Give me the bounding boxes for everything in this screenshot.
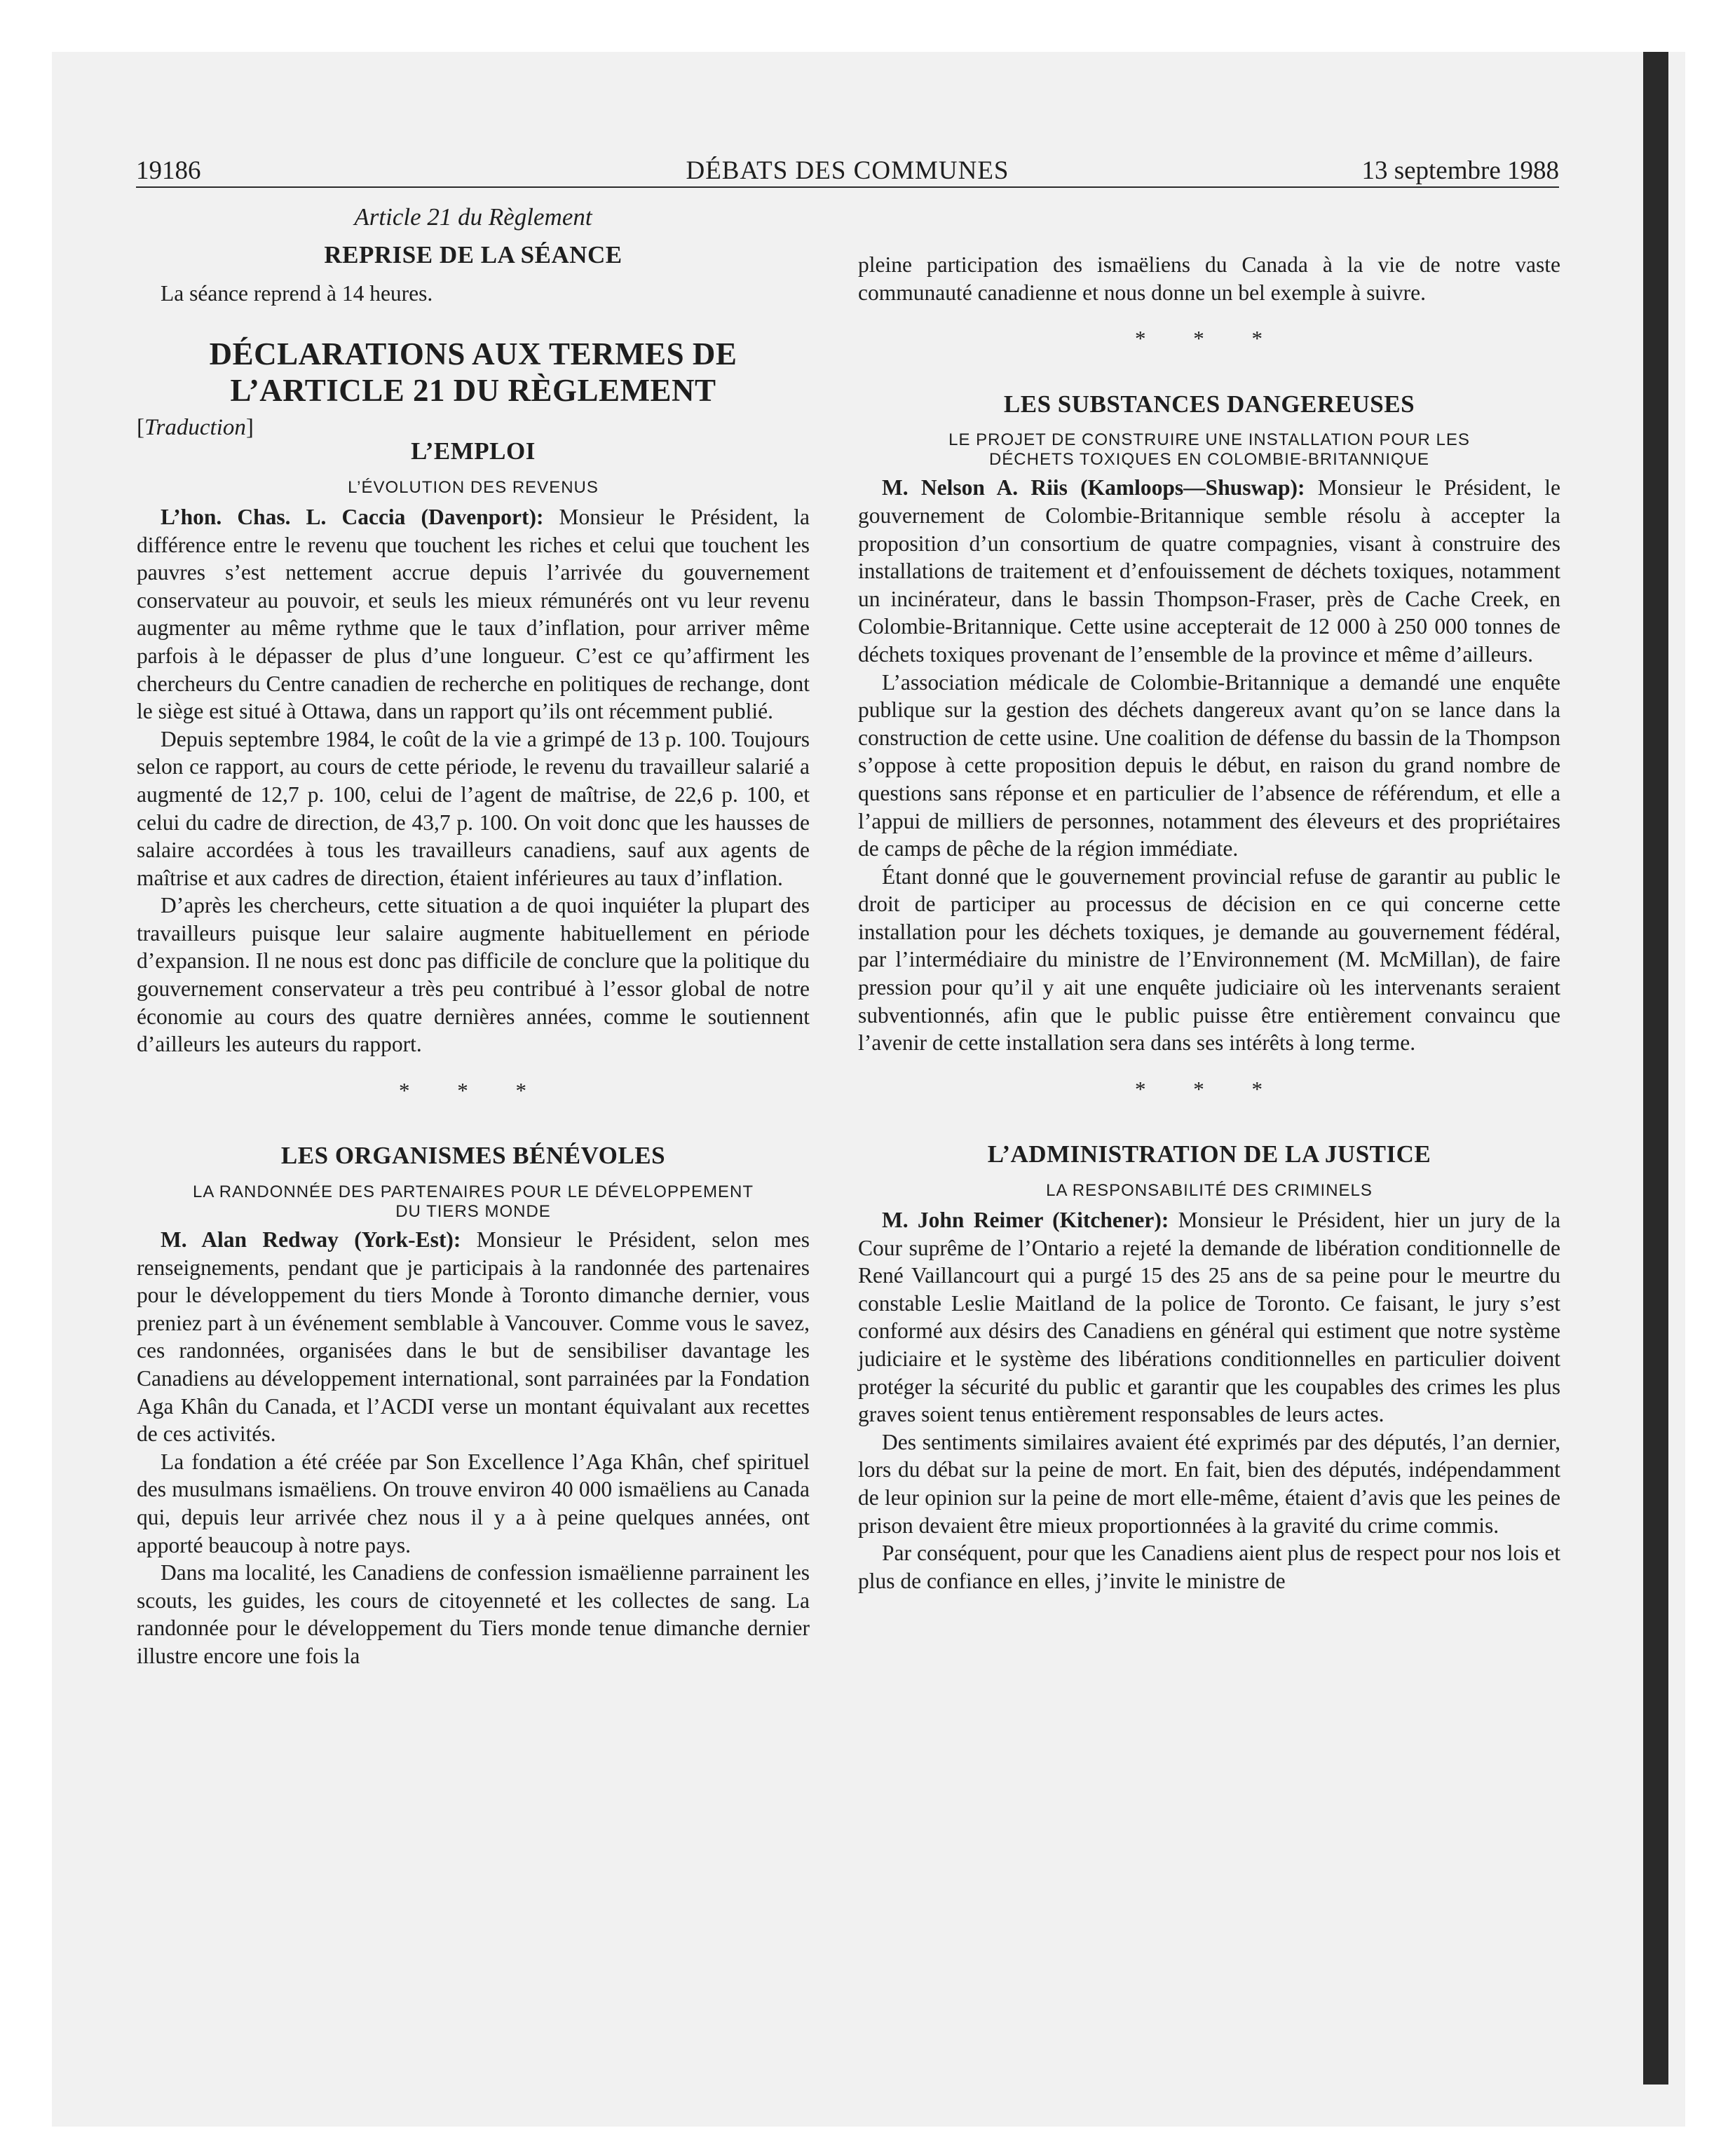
section-heading-justice: L’ADMINISTRATION DE LA JUSTICE	[987, 1140, 1431, 1168]
page-number: 19186	[136, 156, 201, 185]
sitting-text: La séance reprend à 14 heures.	[161, 281, 433, 306]
section-separator: * * *	[1135, 326, 1284, 351]
translation-bracket-close: ]	[245, 414, 254, 440]
paragraph: Depuis septembre 1984, le coût de la vie a grimpé de 13 p. 100. Toujours selon ce rapport, au cours de cette période, le revenu du travailleur salarié a augmenté de 12,7 p. 100, celui de l’agent de maîtrise, de 22,6 p. 100, et celui du cadre de direction, de 43,7 p. 100. On voit donc que les hausses de salaire accordées à tous les travailleurs canadiens, sauf aux agents de maîtrise et aux cadres de direction, étaient inférieures au taux d’inflation.	[137, 726, 810, 890]
issue-date: 13 septembre 1988	[1361, 156, 1559, 185]
subheading-line-1: LE PROJET DE CONSTRUIRE UNE INSTALLATION POUR LES	[948, 430, 1470, 450]
section-separator: * * *	[399, 1077, 547, 1103]
translation-bracket-open: [	[137, 414, 144, 440]
speaker-name: L’hon. Chas. L. Caccia (Davenport):	[161, 504, 544, 529]
subheading-line-2: DÉCHETS TOXIQUES EN COLOMBIE-BRITANNIQUE	[988, 450, 1430, 470]
subheading-randonnee	[137, 1182, 810, 1222]
paragraph-text: Monsieur le Président, la différence entre le revenu que touchent les riches et celui que touchent les pauvres s’est nettement accrue depuis l’arrivée du gouvernement conservateur au pouvoir, et seuls les mieux rémunérés ont vu leur revenu augmenter au même rythme que le taux d’inflation, pour arriver même parfois à le dépasser de plus d’une longueur. C’est ce qu’affirment les chercheurs du Centre canadien de recherche en politiques de rechange, dont le siège est situé à Ottawa, dans un rapport qu’ils ont récemment publié.	[137, 504, 810, 724]
paragraph: D’après les chercheurs, cette situation a de quoi inquiéter la plupart des travailleurs puisque leur salaire augmente habituellement en période d’expansion. Il ne nous est donc pas difficile de conclure que la politique du gouvernement conservateur a très peu contribué à l’essor global de notre économie au cours des quatre dernières années, comme le soutiennent d’ailleurs les auteurs du rapport.	[137, 893, 810, 1057]
paragraph	[858, 474, 1560, 668]
paragraph: Étant donné que le gouvernement provincial refuse de garantir au public le droit de participer au processus de décision en ce qui concerne cette installation pour les déchets toxiques, je demande au gouvernement fédéral, par l’intermédiaire du ministre de l’Environnement (M. McMillan), de faire pression pour qu’il y ait une enquête judiciaire où les intervenants seraient subventionnés, afin que le public puisse être entièrement convaincu que l’avenir de cette installation sera dans ses intérêts à long terme.	[858, 864, 1560, 1056]
journal-title: DÉBATS DES COMMUNES	[686, 156, 1009, 185]
paragraph-text: Monsieur le Président, hier un jury de la Cour suprême de l’Ontario a rejeté la demande de libération conditionnelle de René Vaillancourt qui a purgé 15 des 25 ans de sa peine pour le meurtre du constable Leslie Maitland de la police de Toronto. Ce faisant, le jury s’est conformé aux désirs des Canadiens en général qui estiment que notre système judiciaire et le système des libérations conditionnelles en particulier doivent protéger la sécurité du public et garantir que les coupables des crimes les plus graves soient tenus entièrement responsables de leurs actes.	[858, 1208, 1561, 1427]
rubric: Article 21 du Règlement	[354, 203, 592, 231]
main-heading-line-2: L’ARTICLE 21 DU RÈGLEMENT	[230, 372, 716, 408]
subheading-dechets	[858, 430, 1560, 470]
paragraph: Des sentiments similaires avaient été exprimés par des députés, l’an dernier, lors du débat sur la peine de mort. En fait, bien des députés, indépendamment de leur opinion sur la peine de mort elle-même, étaient d’avis que les peines de prison devaient être mieux proportionnées à la gravité du crime commis.	[858, 1429, 1560, 1538]
speaker-name: M. John Reimer (Kitchener):	[882, 1208, 1169, 1233]
section-separator: * * *	[1135, 1076, 1284, 1101]
page-header	[136, 156, 1559, 188]
scan-edge-bar	[1643, 52, 1668, 2085]
speaker-name: M. Nelson A. Riis (Kamloops—Shuswap):	[882, 475, 1305, 500]
main-heading-line-1: DÉCLARATIONS AUX TERMES DE	[209, 336, 737, 371]
paragraph	[858, 1206, 1560, 1428]
main-heading	[137, 336, 810, 409]
paragraph	[137, 1226, 810, 1448]
paragraph: L’association médicale de Colombie-Britannique a demandé une enquête publique sur la gestion des déchets dangereux avant qu’on se lance dans la construction de cette usine. Une coalition de défense du bassin de la Thompson s’oppose à cette proposition depuis le début, en raison du grand nombre de questions sans réponse et en particulier de l’absence de référendum, et elle a l’appui de milliers de personnes, notamment des éleveurs et des propriétaires de camps de pêche de la région immédiate.	[858, 669, 1560, 861]
subheading-criminels: LA RESPONSABILITÉ DES CRIMINELS	[1046, 1181, 1373, 1201]
section-heading-emploi: L’EMPLOI	[411, 437, 536, 465]
left-column	[137, 203, 810, 1670]
paragraph: Dans ma localité, les Canadiens de confession ismaëlienne parrainent les scouts, les guides, les cours de citoyenneté et les collectes de sang. La randonnée pour le développement du Tiers monde tenue dimanche dernier illustre encore une fois la	[137, 1560, 810, 1668]
paragraph: Par conséquent, pour que les Canadiens aient plus de respect pour nos lois et plus de confiance en elles, j’invite le ministre de	[858, 1541, 1560, 1593]
sitting-heading: REPRISE DE LA SÉANCE	[324, 240, 622, 268]
section-heading-organismes: LES ORGANISMES BÉNÉVOLES	[280, 1142, 666, 1170]
paragraph-text: Monsieur le Président, selon mes renseignements, pendant que je participais à la randonnée des partenaires pour le développement du tiers Monde à Toronto dimanche dernier, vous preniez part à un événement semblable à Vancouver. Comme vous le savez, ces randonnées, organisées dans le but de sensibiliser davantage les Canadiens au développement international, sont parrainées par la Fondation Aga Khân du Canada, et l’ACDI verse un montant équivalant aux recettes de ces activités.	[137, 1227, 810, 1447]
paragraph	[137, 503, 810, 725]
paragraph-continuation: pleine participation des ismaëliens du Canada à la vie de notre vaste communauté canadienne et nous donne un bel exemple à suivre.	[858, 252, 1560, 305]
subheading-revenus: L’ÉVOLUTION DES REVENUS	[348, 477, 599, 497]
paragraph-text: Monsieur le Président, le gouvernement de Colombie-Britannique semble résolu à accepter la proposition d’un consortium de quatre compagnies, visant à construire des installations de traitement et d’enfouissement de déchets toxiques, notamment un incinérateur, dans le bassin Thompson-Fraser, près de Cache Creek, en Colombie-Britannique. Cette usine accepterait de 12 000 à 250 000 tonnes de déchets toxiques provenant de l’ensemble de la province et même d’ailleurs.	[858, 475, 1560, 667]
paragraph: La fondation a été créée par Son Excellence l’Aga Khân, chef spirituel des musulmans ismaëliens. On trouve environ 40 000 ismaëliens au Canada qui, depuis leur arrivée chez nous il y a à peine quelques années, ont apporté beaucoup à notre pays.	[137, 1449, 810, 1557]
subheading-line-1: LA RANDONNÉE DES PARTENAIRES POUR LE DÉVELOPPEMENT	[193, 1182, 754, 1202]
speaker-name: M. Alan Redway (York-Est):	[161, 1227, 461, 1253]
right-column	[858, 251, 1560, 1595]
translation-word: Traduction	[144, 414, 246, 440]
section-heading-substances: LES SUBSTANCES DANGEREUSES	[1003, 390, 1415, 418]
subheading-line-2: DU TIERS MONDE	[395, 1202, 551, 1222]
